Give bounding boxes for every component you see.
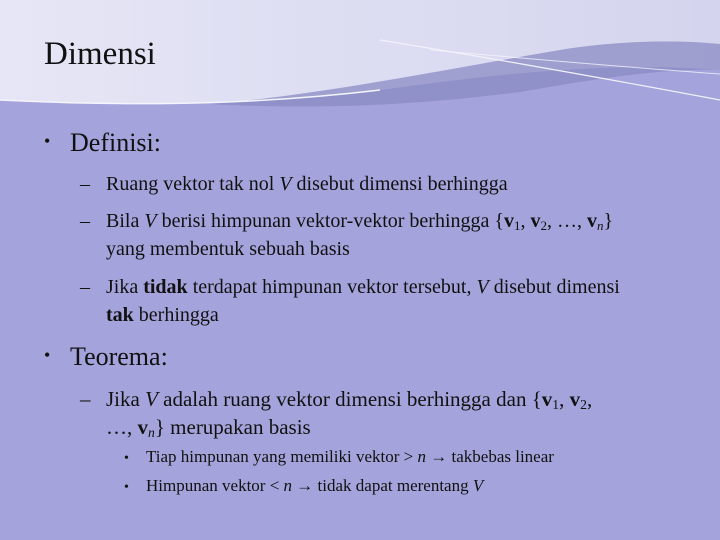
bullet-teorema xyxy=(44,342,168,372)
definisi-item-1-text: Ruang vektor tak nol V disebut dimensi berhingga xyxy=(106,173,508,195)
teorema-item-text: Jika V adalah ruang vektor dimensi berhingga dan {$v_1$, $v_2$, …, $v_n$} merupakan basis xyxy=(106,387,593,440)
bullet-definisi xyxy=(44,128,161,158)
dash-icon: – xyxy=(80,387,91,411)
definisi-item-1 xyxy=(80,170,686,198)
bullet-dot-icon: • xyxy=(44,131,51,151)
teorema-subitem-1-text: Tiap himpunan yang memiliki vektor > n → takbebas linear xyxy=(146,447,554,466)
dash-icon: – xyxy=(80,210,90,232)
dash-icon: – xyxy=(80,276,90,298)
slide-title: Dimensi xyxy=(44,36,156,72)
teorema-subitem-2 xyxy=(124,475,483,499)
dash-icon: – xyxy=(80,173,90,195)
definisi-item-2-text: Bila V berisi himpunan vektor-vektor berhingga {$v_1$, $v_2$, …, $v_n$} yang membentuk sebuah basis xyxy=(106,210,614,260)
definisi-heading: Definisi: xyxy=(70,128,161,157)
teorema-subitem-1 xyxy=(124,446,554,470)
definisi-item-3-text: Jika tidak terdapat himpunan vektor tersebut, V disebut dimensi tak berhingga xyxy=(106,276,620,326)
definisi-item-3 xyxy=(80,273,686,329)
teorema-heading: Teorema: xyxy=(70,342,168,371)
arrow-right-icon: → xyxy=(292,476,318,495)
teorema-subitem-2-text: Himpunan vektor < n → tidak dapat merentang V xyxy=(146,476,484,495)
bullet-dot-icon: • xyxy=(44,345,51,365)
definisi-item-2 xyxy=(80,207,686,263)
bullet-dot-icon: • xyxy=(124,480,129,495)
arrow-right-icon: → xyxy=(426,447,452,466)
bullet-dot-icon: • xyxy=(124,451,129,466)
teorema-item xyxy=(80,385,686,441)
